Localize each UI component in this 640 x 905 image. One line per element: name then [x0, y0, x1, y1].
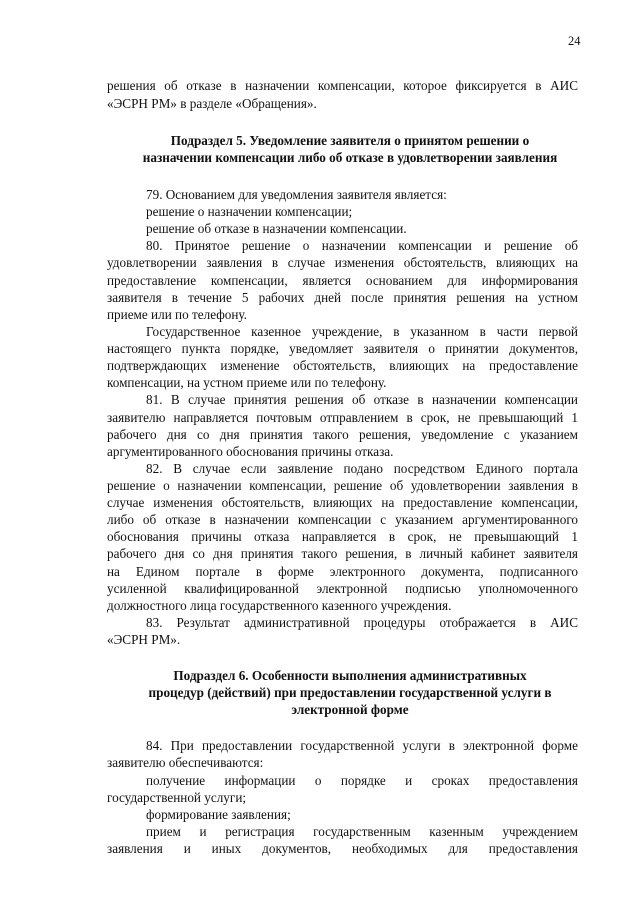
paragraph-line: рабочего дня со дня принятия такого решения, уведомление с указанием — [107, 427, 578, 442]
paragraph-line: решение о назначении компенсации; — [146, 204, 353, 219]
paragraph-line: заявителю направляется почтовым отправлением в срок, не превышающий 1 — [107, 410, 578, 425]
paragraph-line: рабочего дня со дня принятия такого решения, в личный кабинет заявителя — [107, 546, 578, 561]
paragraph-line: Государственное казенное учреждение, в указанном в части первой — [146, 324, 578, 339]
paragraph-line: обоснования причины отказа направляется в срок, не превышающий 1 — [107, 529, 578, 544]
section-heading-line: Подраздел 6. Особенности выполнения административных — [173, 668, 527, 683]
paragraph-line: решения об отказе в назначении компенсации, которое фиксируется в АИС — [107, 78, 578, 93]
paragraph-line: усиленной квалифицированной электронной подписью уполномоченного — [107, 581, 578, 596]
section-heading-line: назначении компенсации либо об отказе в удовлетворении заявления — [142, 150, 558, 165]
paragraph-line: предоставление компенсации, является основанием для информирования — [107, 273, 578, 288]
paragraph-line: решение о назначении компенсации, решение об удовлетворении заявления в — [107, 478, 578, 493]
paragraph-line: формирование заявления; — [146, 807, 291, 822]
paragraph-line: случае изменения обстоятельств, влияющих на предоставление компенсации, — [107, 495, 578, 510]
paragraph-line: удовлетворении заявления в случае изменения обстоятельств, влияющих на — [107, 255, 578, 270]
paragraph-line: 84. При предоставлении государственной услуги в электронной форме — [146, 738, 578, 753]
paragraph-line: приеме или по телефону. — [107, 307, 247, 322]
paragraph-line: заявления и иных документов, необходимых для предоставления — [107, 841, 578, 856]
paragraph-line: подтверждающих изменение обстоятельств, влияющих на предоставление — [107, 358, 578, 373]
paragraph-line: на Едином портале в форме электронного документа, подписанного — [107, 564, 578, 579]
paragraph-line: аргументированного обоснования причины отказа. — [107, 444, 394, 459]
paragraph-line: либо об отказе в назначении компенсации с указанием аргументированного — [107, 512, 578, 527]
paragraph-line: 82. В случае если заявление подано посредством Единого портала — [146, 461, 578, 476]
paragraph-line: 79. Основанием для уведомления заявителя является: — [146, 187, 447, 202]
page-number: 24 — [568, 34, 581, 48]
paragraph-line: 80. Принятое решение о назначении компенсации и решение об — [146, 238, 578, 253]
section-heading-line: Подраздел 5. Уведомление заявителя о принятом решении о — [170, 133, 530, 148]
paragraph-line: 83. Результат административной процедуры отображается в АИС — [146, 615, 578, 630]
paragraph-line: «ЭСРН РМ». — [107, 632, 181, 647]
paragraph-line: получение информации о порядке и сроках предоставления — [146, 773, 578, 788]
paragraph-line: настоящего пункта порядке, уведомляет заявителя о принятии документов, — [107, 341, 578, 356]
section-heading-line: процедур (действий) при предоставлении государственной услуги в — [148, 685, 552, 700]
paragraph-line: прием и регистрация государственным казенным учреждением — [146, 824, 578, 839]
paragraph-line: заявителя в течение 5 рабочих дней после принятия решения на устном — [107, 290, 578, 305]
section-heading-line: электронной форме — [291, 702, 409, 717]
paragraph-line: компенсации, на устном приеме или по телефону. — [107, 375, 387, 390]
paragraph-line: решение об отказе в назначении компенсации. — [146, 221, 407, 236]
paragraph-line: «ЭСРН РМ» в разделе «Обращения». — [107, 96, 317, 111]
paragraph-line: должностного лица государственного казенного учреждения. — [107, 598, 452, 613]
paragraph-line: 81. В случае принятия решения об отказе в назначении компенсации — [146, 392, 578, 407]
paragraph-line: заявителю обеспечиваются: — [107, 755, 264, 770]
paragraph-line: государственной услуги; — [107, 790, 247, 805]
